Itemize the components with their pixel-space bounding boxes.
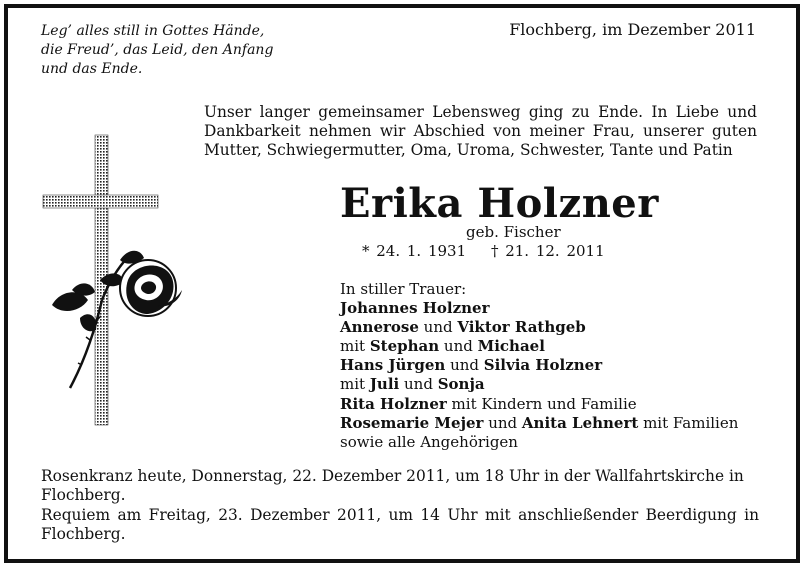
verse [41,22,273,79]
mourner-text: mit [340,337,370,356]
verse-line: Leg’ alles still in Gottes Hände, [41,23,265,39]
mourner-line [340,337,738,356]
mourner-name: Sonja [437,375,485,394]
mourner-text: mit Familien [638,413,739,432]
mourner-text: mit Kindern und Familie [446,394,637,413]
death-date: † 21. 12. 2011 [490,242,605,260]
mourner-name: Silvia Holzner [483,356,603,375]
mourner-line [340,356,738,375]
verse-line: und das Ende. [41,61,143,77]
deceased-name: Erika Holzner [340,180,659,227]
mourner-name: Rita Holzner [340,394,447,413]
mourner-name: Michael [477,337,545,356]
mourner-text: mit [340,375,370,394]
mourner-name: Anita Lehnert [521,413,639,432]
mourner-name: Johannes Holzner [340,299,490,318]
dateline: Flochberg, im Dezember 2011 [509,20,756,39]
birth-date: * 24. 1. 1931 [362,242,467,260]
life-dates [362,242,623,260]
mourner-name: Hans Jürgen [340,356,446,375]
mourner-name: Stephan [369,337,440,356]
mourner-line [340,299,738,318]
intro-text: Unser langer gemeinsamer Lebensweg ging zu Ende. In Liebe und Dankbarkeit nehmen wir Abschied von meiner Frau, unserer guten Mutter, Schwiegermutter, Oma, Uroma, Schwester, Tante und Patin [204,103,757,159]
mourner-text: und [445,356,484,375]
mourner-text: und [399,375,438,394]
mourner-line [340,375,738,394]
rose-icon [52,251,182,388]
mourners-heading: In stiller Trauer: [340,280,467,298]
mourner-text: und [483,413,522,432]
cross-with-rose-image [40,130,190,430]
mourner-line [340,318,738,337]
maiden-name: geb. Fischer [466,223,561,241]
verse-line: die Freud’, das Leid, den Anfang [41,42,274,58]
mourner-name: Rosemarie Mejer [340,413,484,432]
mourners-list [340,280,738,452]
mourner-text: und [418,318,458,337]
mourner-line [340,395,738,414]
mourner-text: und [439,337,478,356]
mourner-name: Juli [369,375,400,394]
rosary-notice: Rosenkranz heute, Donnerstag, 22. Dezember 2011, um 18 Uhr in der Wallfahrtskirche in Flochberg. [41,467,744,504]
requiem-notice: Requiem am Freitag, 23. Dezember 2011, um 14 Uhr mit anschließender Beerdigung in Flochberg. [41,506,759,543]
mourner-name: Viktor Rathgeb [457,318,586,337]
mourner-line [340,414,738,433]
mourner-name: Annerose [340,318,419,337]
mourner-line: sowie alle Angehörigen [340,432,518,451]
